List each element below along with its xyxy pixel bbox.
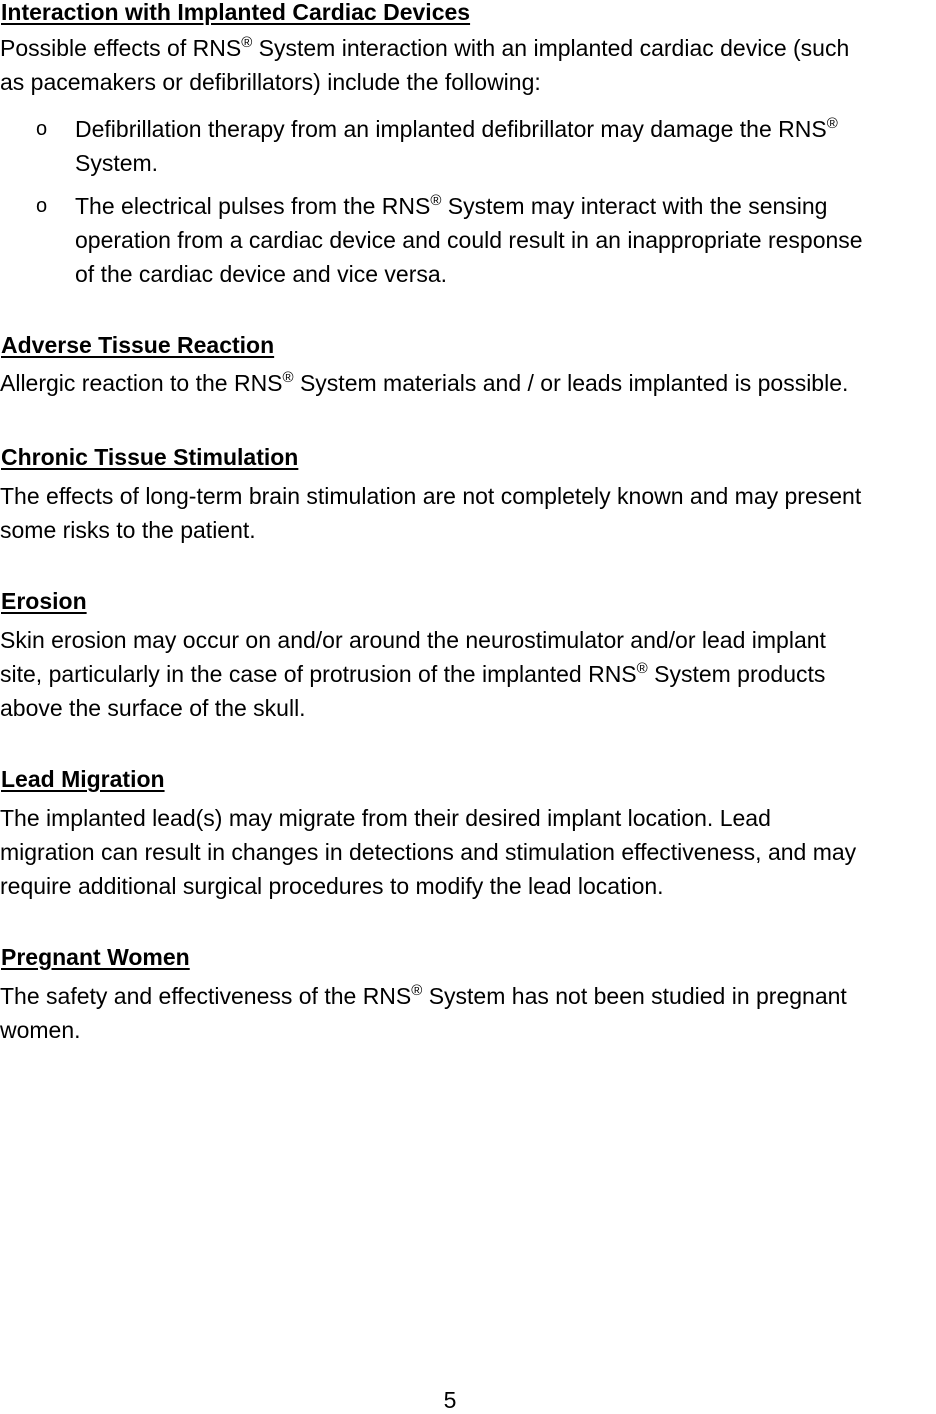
text-segment: site, particularly in the case of protrusion of the implanted RNS (0, 661, 637, 687)
paragraph-pregnant-women (0, 979, 936, 1047)
paragraph-adverse-tissue (0, 366, 936, 400)
text-line: System. (75, 150, 159, 176)
text-line: The implanted lead(s) may migrate from their desired implant location. Lead (0, 805, 771, 831)
section-heading-pregnant-women: Pregnant Women (1, 944, 190, 970)
paragraph-lead-migration (0, 801, 936, 903)
text-line: operation from a cardiac device and could result in an inappropriate response (75, 227, 863, 253)
text-line (0, 31, 936, 65)
page-number: 5 (443, 1387, 457, 1413)
registered-mark: ® (282, 369, 294, 386)
text-segment: System has not been studied in pregnant (422, 983, 847, 1009)
text-line (75, 112, 838, 146)
text-segment: Defibrillation therapy from an implanted defibrillator may damage the RNS (75, 116, 827, 142)
text-line: as pacemakers or defibrillators) include the following: (0, 69, 541, 95)
section-heading-erosion: Erosion (1, 588, 87, 614)
text-segment: The electrical pulses from the RNS (75, 193, 431, 219)
registered-mark: ® (411, 982, 423, 999)
text-line: above the surface of the skull. (0, 695, 306, 721)
text-line: Skin erosion may occur on and/or around the neurostimulator and/or lead implant (0, 627, 826, 653)
bullet-text (75, 189, 863, 291)
text-line: some risks to the patient. (0, 517, 256, 543)
registered-mark: ® (636, 660, 648, 677)
text-segment: System may interact with the sensing (441, 193, 828, 219)
registered-mark: ® (430, 192, 442, 209)
text-segment: The safety and effectiveness of the RNS (0, 983, 412, 1009)
registered-mark: ® (826, 115, 838, 132)
registered-mark: ® (241, 34, 253, 51)
text-line: women. (0, 1017, 81, 1043)
text-line: migration can result in changes in detections and stimulation effectiveness, and may (0, 839, 857, 865)
text-segment: Allergic reaction to the RNS (0, 370, 283, 396)
text-line (0, 366, 936, 400)
text-segment: System products (647, 661, 826, 687)
paragraph-erosion (0, 623, 936, 725)
text-line (75, 189, 863, 223)
section-heading-lead-migration: Lead Migration (1, 766, 165, 792)
section-heading-adverse-tissue: Adverse Tissue Reaction (1, 332, 275, 358)
paragraph-cardiac-intro (0, 31, 936, 99)
text-line: The effects of long-term brain stimulation are not completely known and may present (0, 483, 862, 509)
text-line (0, 979, 936, 1013)
bullet-marker: o (36, 118, 48, 140)
text-line: require additional surgical procedures to modify the lead location. (0, 873, 664, 899)
section-heading-chronic-stimulation: Chronic Tissue Stimulation (1, 444, 299, 470)
text-segment: Possible effects of RNS (0, 35, 242, 61)
bullet-marker: o (36, 195, 48, 217)
bullet-text (75, 112, 838, 180)
text-segment: System interaction with an implanted cardiac device (such (252, 35, 850, 61)
paragraph-chronic-stimulation (0, 479, 936, 547)
text-line (0, 657, 936, 691)
text-segment: System materials and / or leads implanted is possible. (293, 370, 849, 396)
section-heading-cardiac-devices: Interaction with Implanted Cardiac Devices (1, 0, 471, 25)
text-line: of the cardiac device and vice versa. (75, 261, 448, 287)
